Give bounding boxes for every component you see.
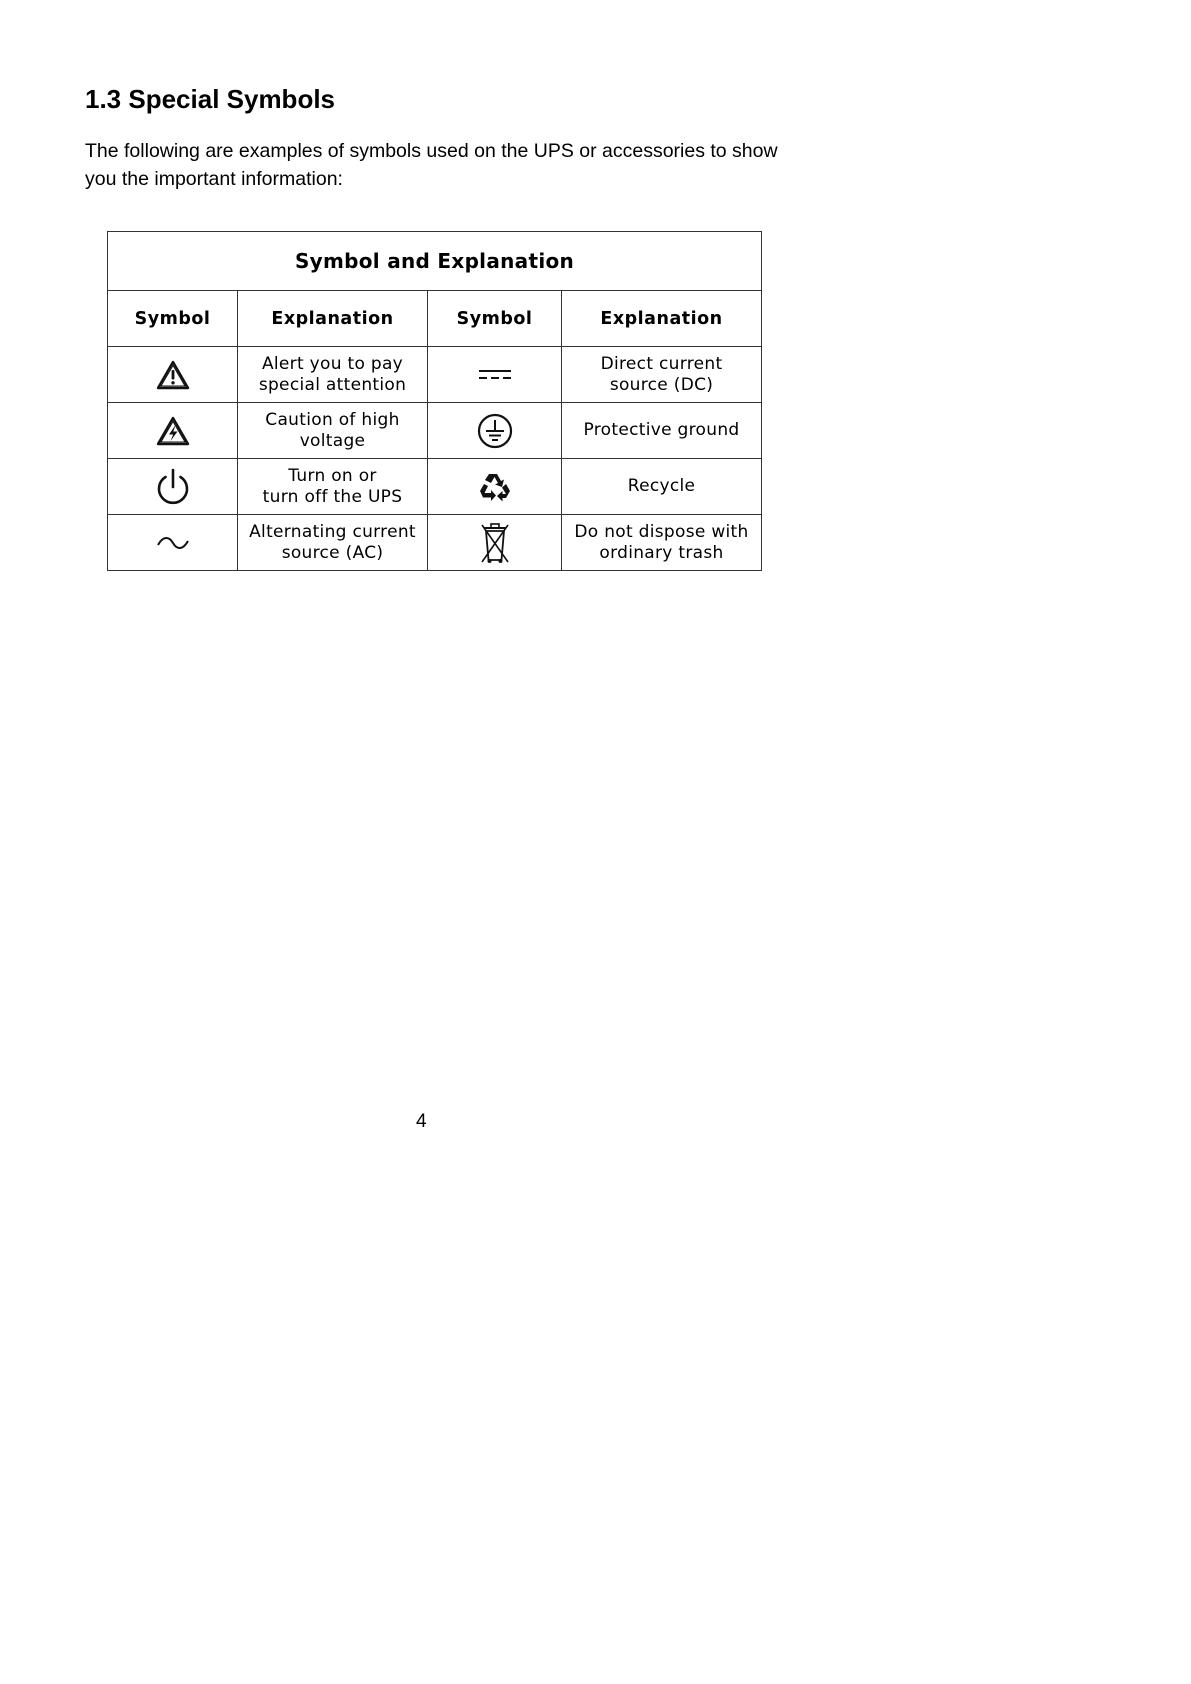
table-row	[108, 515, 762, 571]
symbol-table	[107, 231, 762, 571]
explanation-cell	[562, 403, 762, 459]
alternating-current-icon	[108, 515, 238, 571]
explanation-cell	[238, 347, 428, 403]
warning-triangle-icon	[108, 347, 238, 403]
recycle-icon	[428, 459, 562, 515]
explanation-line: Direct current	[600, 353, 723, 374]
explanation-line: voltage	[299, 430, 366, 451]
explanation-cell	[238, 515, 428, 571]
header-explanation-left: Explanation	[238, 291, 428, 347]
explanation-cell	[238, 459, 428, 515]
protective-ground-icon	[428, 403, 562, 459]
section-title: 1.3 Special Symbols	[85, 84, 336, 114]
explanation-line: Recycle	[627, 476, 696, 496]
explanation-cell	[562, 347, 762, 403]
explanation-line: ordinary trash	[599, 542, 724, 563]
page-number: 4	[416, 1111, 427, 1132]
explanation-line: source (DC)	[609, 374, 714, 395]
table-row	[108, 347, 762, 403]
header-explanation-right: Explanation	[562, 291, 762, 347]
explanation-line: Protective ground	[583, 420, 740, 440]
explanation-line: Caution of high	[265, 409, 400, 430]
high-voltage-icon	[108, 403, 238, 459]
explanation-line: turn off the UPS	[262, 486, 403, 507]
header-symbol-right: Symbol	[428, 291, 562, 347]
explanation-line: Alert you to pay	[261, 353, 404, 374]
explanation-cell	[562, 515, 762, 571]
table-caption: Symbol and Explanation	[108, 232, 762, 291]
explanation-line: Alternating current	[249, 521, 416, 542]
explanation-line: special attention	[258, 374, 407, 395]
power-icon	[108, 459, 238, 515]
intro-paragraph: The following are examples of symbols used on the UPS or accessories to show you the important information:	[85, 140, 778, 190]
header-symbol-left: Symbol	[108, 291, 238, 347]
crossed-bin-icon	[428, 515, 562, 571]
explanation-cell	[238, 403, 428, 459]
explanation-line: Turn on or	[288, 465, 377, 486]
direct-current-icon	[428, 347, 562, 403]
explanation-line: source (AC)	[281, 542, 384, 563]
explanation-cell	[562, 459, 762, 515]
table-row	[108, 459, 762, 515]
explanation-line: Do not dispose with	[574, 521, 749, 542]
table-row	[108, 403, 762, 459]
